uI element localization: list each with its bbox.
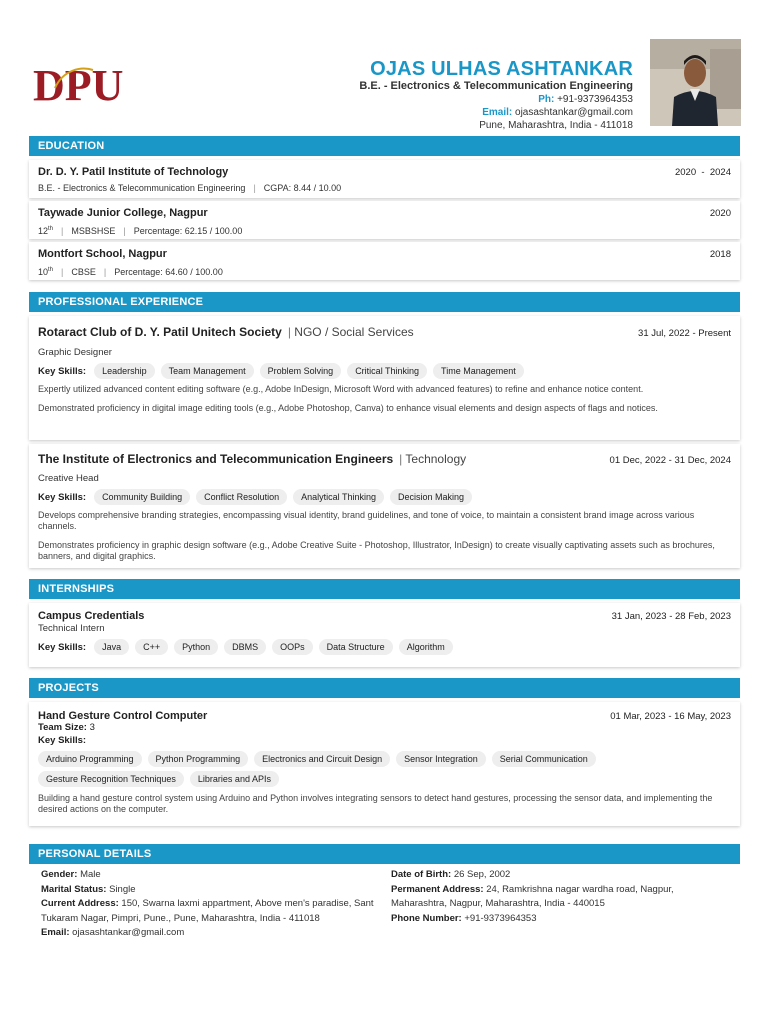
current-address-field: Current Address: 150, Swarna laxmi appartment, Above men's paradise, Sant Tukaram Nagar, Pimpri, Pune., Pune, Maharashtra, India - 411018 [41, 898, 374, 924]
skill-chip: OOPs [272, 639, 313, 655]
skill-chip: Libraries and APIs [190, 771, 279, 787]
skills-list: Key Skills: Leadership Team Management Problem Solving Critical Thinking Time Management [38, 363, 731, 379]
section-projects: PROJECTS [29, 678, 740, 698]
skill-chip: Sensor Integration [396, 751, 486, 767]
exp-dates: 01 Dec, 2022 - 31 Dec, 2024 [609, 455, 731, 466]
skill-chip: Decision Making [390, 489, 472, 505]
edu-dates: 2020 - 2024 [674, 167, 731, 178]
project-skills-label: Key Skills: [38, 735, 87, 746]
section-experience: PROFESSIONAL EXPERIENCE [29, 292, 740, 312]
intern-dates: 31 Jan, 2023 - 28 Feb, 2023 [611, 611, 731, 622]
edu-details: 10th | CBSE | Percentage: 64.60 / 100.00 [38, 267, 223, 277]
project-item [29, 702, 740, 826]
skill-chip: Analytical Thinking [293, 489, 384, 505]
edu-details: 12th | MSBSHSE | Percentage: 62.15 / 100.00 [38, 226, 243, 236]
skill-chip: C++ [135, 639, 168, 655]
school-name: Dr. D. Y. Patil Institute of Technology [38, 166, 229, 178]
edu-year: 2018 [709, 249, 731, 260]
skills-list [38, 751, 731, 787]
phone-field: Phone Number: +91-9373964353 [391, 912, 537, 924]
personal-left [41, 868, 381, 941]
header-info [233, 58, 633, 132]
skill-chip: Python Programming [148, 751, 249, 767]
skill-chip: Team Management [161, 363, 254, 379]
exp-point: Develops comprehensive branding strategies, encompassing visual identity, brand guidelines, and tone of voice, to maintain a consistent brand image across various channels. [38, 510, 695, 531]
intern-org: Campus Credentials [38, 610, 145, 622]
education-item [29, 201, 740, 239]
org-category: | NGO / Social Services [288, 325, 414, 339]
skill-chip: DBMS [224, 639, 266, 655]
section-internships: INTERNSHIPS [29, 579, 740, 599]
profile-photo [650, 39, 741, 126]
skill-chip: Algorithm [399, 639, 453, 655]
exp-point: Expertly utilized advanced content editing software (e.g., Adobe InDesign, Microsoft Word with advanced features) to refine and enhance notice content. [38, 384, 644, 394]
candidate-degree: B.E. - Electronics & Telecommunication Engineering [359, 80, 633, 92]
exp-point: Demonstrated proficiency in digital image editing tools (e.g., Adobe Photoshop, Canva) to enhance visual elements and design aspects of flags and notices. [38, 403, 658, 413]
skill-chip: Electronics and Circuit Design [254, 751, 390, 767]
phone-line: Ph: +91-9373964353 [538, 94, 633, 105]
permanent-address-field: Permanent Address: 24, Ramkrishna nagar wardha road, Nagpur, Maharashtra, Nagpur, Maharashtra, India - 440015 [391, 883, 674, 909]
skill-chip: Arduino Programming [38, 751, 142, 767]
exp-point: Demonstrates proficiency in graphic design software (e.g., Adobe Creative Suite - Photoshop, Illustrator, InDesign) to create visually captivating assets such as brochures, banners, and digital graphics. [38, 540, 715, 561]
dpu-logo [33, 60, 173, 108]
intern-role: Technical Intern [38, 623, 105, 634]
section-personal: PERSONAL DETAILS [29, 844, 740, 864]
skill-chip: Time Management [433, 363, 524, 379]
skill-chip: Conflict Resolution [196, 489, 287, 505]
marital-field: Marital Status: Single [41, 883, 136, 895]
school-name: Taywade Junior College, Nagpur [38, 207, 208, 219]
org-name: Rotaract Club of D. Y. Patil Unitech Society [38, 325, 282, 339]
dob-field: Date of Birth: 26 Sep, 2002 [391, 869, 511, 880]
role-title: Graphic Designer [38, 347, 112, 358]
experience-item [29, 316, 740, 440]
project-title: Hand Gesture Control Computer [38, 710, 208, 722]
project-description: Building a hand gesture control system using Arduino and Python involves integrating sensors to detect hand gestures, processing the sensor data, and implementing the desired actions on the computer. [38, 793, 713, 814]
personal-right [391, 868, 721, 926]
email-line[interactable]: Email: ojasashtankar@gmail.com [482, 107, 633, 118]
experience-item [29, 444, 740, 568]
section-education: EDUCATION [29, 136, 740, 156]
skill-chip: Python [174, 639, 218, 655]
skill-chip: Leadership [94, 363, 155, 379]
gender-field: Gender: Male [41, 869, 101, 880]
personal-email-field: Email: ojasashtankar@gmail.com [41, 927, 185, 938]
skill-chip: Java [94, 639, 129, 655]
skills-list: Key Skills: Community Building Conflict Resolution Analytical Thinking Decision Making [38, 489, 731, 505]
edu-year: 2020 [709, 208, 731, 219]
candidate-name: OJAS ULHAS ASHTANKAR [370, 58, 633, 80]
org-category: | Technology [399, 452, 466, 466]
internship-item [29, 603, 740, 667]
education-item [29, 242, 740, 280]
logo-text: DPU [33, 61, 124, 108]
project-dates: 01 Mar, 2023 - 16 May, 2023 [610, 711, 731, 722]
school-name: Montfort School, Nagpur [38, 248, 167, 260]
exp-dates: 31 Jul, 2022 - Present [638, 328, 731, 339]
team-size: Team Size: 3 [38, 722, 95, 733]
education-item [29, 160, 740, 198]
role-title: Creative Head [38, 473, 99, 484]
skill-chip: Critical Thinking [347, 363, 427, 379]
skill-chip: Gesture Recognition Techniques [38, 771, 184, 787]
org-name: The Institute of Electronics and Telecommunication Engineers [38, 452, 394, 466]
location-line: Pune, Maharashtra, India - 411018 [479, 120, 633, 131]
skill-chip: Problem Solving [260, 363, 342, 379]
skill-chip: Community Building [94, 489, 190, 505]
skill-chip: Data Structure [319, 639, 393, 655]
edu-details: B.E. - Electronics & Telecommunication Engineering | CGPA: 8.44 / 10.00 [38, 183, 342, 193]
skill-chip: Serial Communication [492, 751, 596, 767]
skills-list: Key Skills: Java C++ Python DBMS OOPs Data Structure Algorithm [38, 639, 731, 655]
